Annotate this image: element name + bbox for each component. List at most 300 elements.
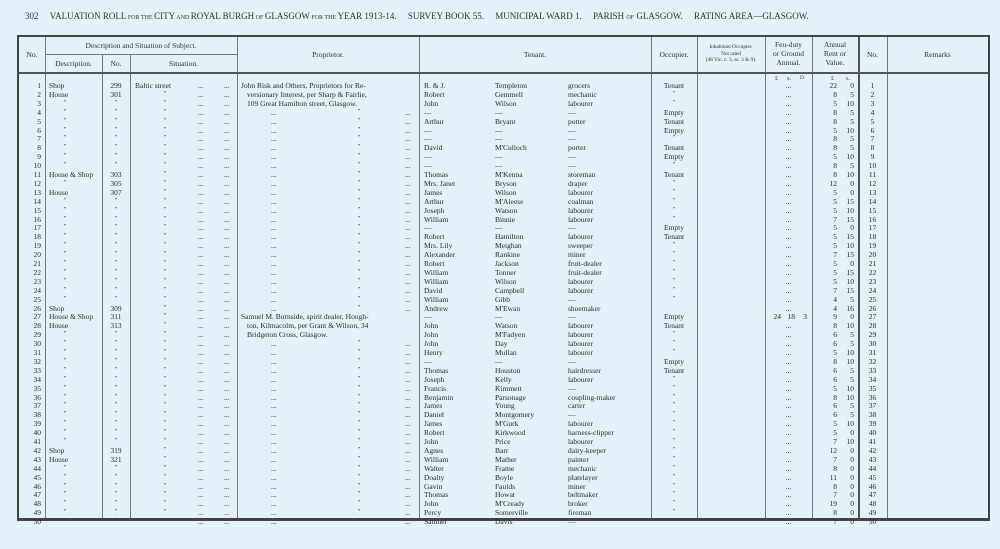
proprietor-dots: ... [405, 214, 411, 224]
feu-duty: ... [785, 374, 792, 384]
tenant-occupation: draper [568, 178, 588, 188]
proprietor-ditto: " [357, 206, 361, 213]
proprietor-dots: ... [405, 134, 411, 144]
feu-duty: ... [785, 321, 792, 331]
occupier-status: " [672, 518, 676, 525]
rent-pounds: 22 [829, 81, 837, 90]
row-number-right: 19 [868, 241, 877, 251]
situation: " [163, 171, 167, 177]
tenant-surname: Bryson [495, 178, 517, 188]
tenant-occupation: labourer [568, 232, 593, 242]
proprietor-dots: ... [271, 214, 277, 224]
header-rent-line: Rent or [823, 49, 847, 58]
occupier-status: " [672, 473, 676, 480]
rent-shillings: 5 [850, 410, 854, 420]
description: " [63, 340, 67, 347]
tenant-surname: Watson [495, 205, 518, 215]
proprietor-dots: ... [271, 303, 277, 313]
proprietor-dots: ... [271, 276, 277, 286]
row-number: 4 [37, 107, 41, 117]
row-number-right: 15 [868, 205, 877, 215]
street-number: " [114, 126, 118, 133]
proprietor-dots: ... [405, 481, 411, 491]
tenant-surname: Frame [495, 463, 515, 473]
tenant-occupation: labourer [568, 419, 593, 429]
rent-shillings: 5 [850, 365, 854, 375]
title-part: GLASGOW [264, 11, 310, 21]
proprietor-dots: ... [405, 205, 411, 215]
street-number: 313 [110, 321, 122, 331]
description: " [63, 491, 67, 498]
feu-duty: ... [785, 134, 792, 144]
proprietor-dots: ... [405, 339, 411, 349]
rent-shillings: 10 [846, 356, 854, 366]
situation-dots: ... [198, 472, 204, 482]
row-number: 3 [37, 98, 41, 108]
description: House & Shop [49, 170, 94, 179]
proprietor-text: Bridgeton Cross, Glasgow. [247, 330, 328, 340]
table-row [19, 90, 988, 99]
rent-pounds: 7 [833, 285, 837, 295]
proprietor-ditto: " [357, 153, 361, 160]
situation-dots: ... [198, 339, 204, 349]
table-row [19, 152, 988, 161]
street-number: 311 [110, 312, 122, 322]
description: " [63, 179, 67, 186]
feu-duty: ... [785, 214, 792, 224]
feu-duty: ... [785, 276, 792, 286]
situation: " [163, 446, 167, 453]
situation: " [163, 162, 167, 169]
row-number: 29 [33, 330, 41, 340]
situation-dots: ... [224, 339, 230, 349]
tenant-first-name: John [424, 339, 439, 349]
situation: " [163, 402, 167, 409]
row-number: 2 [37, 89, 41, 99]
proprietor-ditto: " [357, 473, 361, 480]
proprietor-dots: ... [271, 223, 277, 233]
proprietor-ditto: " [357, 171, 361, 177]
street-number: 303 [110, 170, 122, 179]
feu-duty: ... [785, 490, 792, 500]
row-number: 22 [33, 267, 41, 277]
feu-duty: ... [785, 348, 792, 357]
rent-pounds: 8 [833, 463, 837, 473]
street-number: " [114, 135, 118, 142]
street-number: " [114, 233, 118, 240]
proprietor-dots: ... [271, 374, 277, 384]
valuation-table [17, 35, 990, 527]
situation-dots: ... [198, 356, 204, 366]
street-number: " [114, 197, 118, 204]
tenant-occupation: painter [568, 454, 589, 464]
tenant-first-name: Thomas [424, 365, 449, 375]
proprietor-dots: ... [271, 428, 277, 438]
tenant-surname: Mather [495, 454, 517, 464]
street-number: " [114, 251, 118, 258]
occupier-status: " [672, 340, 676, 347]
situation: " [163, 90, 167, 97]
occupier-status: " [672, 179, 676, 186]
row-number-right: 27 [868, 312, 877, 322]
proprietor-dots: ... [271, 419, 277, 429]
rent-shillings: 10 [846, 152, 854, 162]
proprietor-dots: ... [271, 125, 277, 135]
proprietor-ditto: " [357, 197, 361, 204]
street-number: " [114, 429, 118, 436]
row-number: 28 [33, 321, 41, 331]
tenant-occupation: labourer [568, 374, 593, 384]
proprietor-ditto: " [357, 518, 361, 525]
street-number: " [114, 393, 118, 400]
tenant-surname: Kelly [495, 374, 512, 384]
header-inhabitant-line: Not rated [721, 50, 741, 57]
proprietor-ditto: " [357, 357, 361, 364]
tenant-surname: — [495, 125, 503, 135]
tenant-first-name: William [424, 267, 449, 277]
street-number: 307 [110, 187, 122, 197]
situation-dots: ... [198, 285, 204, 295]
situation: " [163, 482, 167, 489]
rent-pounds: 5 [833, 232, 837, 242]
row-number: 34 [33, 374, 41, 384]
rent-pounds: 19 [829, 499, 837, 509]
tenant-first-name: John [424, 321, 439, 331]
rent-pounds: 4 [833, 303, 837, 313]
description: " [63, 286, 67, 293]
tenant-surname: Montgomery [495, 410, 535, 420]
proprietor-dots: ... [271, 170, 277, 179]
tenant-first-name: William [424, 276, 449, 286]
occupier-status: " [672, 438, 676, 444]
situation: Baltic street [135, 81, 172, 90]
street-number: " [114, 375, 118, 382]
tenant-first-name: R. & J. [424, 81, 446, 90]
rent-pounds: 5 [833, 223, 837, 233]
situation-dots: ... [224, 410, 230, 420]
proprietor-ditto: " [357, 375, 361, 382]
row-number-right: 32 [868, 356, 877, 366]
tenant-first-name: Mrs. Janet [424, 178, 456, 188]
title-part: VALUATION ROLL [49, 11, 127, 21]
row-number-right: 10 [868, 161, 877, 171]
proprietor-dots: ... [271, 339, 277, 349]
tenant-first-name: John [424, 330, 439, 340]
proprietor-ditto: " [357, 366, 361, 373]
title-part: YEAR 1913-14. [337, 11, 397, 21]
situation: " [163, 108, 167, 115]
rent-pounds: 5 [833, 428, 837, 438]
proprietor-dots: ... [405, 170, 411, 179]
feu-duty: ... [785, 383, 792, 393]
proprietor-dots: ... [405, 445, 411, 455]
description: " [63, 126, 67, 133]
rent-shillings: 10 [846, 383, 854, 393]
proprietor-ditto: " [357, 126, 361, 133]
feu-duty: ... [785, 232, 792, 242]
rent-pounds: 6 [833, 410, 837, 420]
situation-dots: ... [224, 401, 230, 411]
row-number: 18 [33, 232, 41, 242]
title-part: OF [254, 15, 265, 21]
tenant-first-name: James [424, 419, 443, 429]
occupier-status: Empty [664, 125, 684, 135]
table-row [19, 108, 988, 117]
tenant-surname: Young [495, 401, 515, 411]
proprietor-dots: ... [271, 134, 277, 144]
situation-dots: ... [198, 170, 204, 179]
proprietor-dots: ... [405, 107, 411, 117]
tenant-first-name: David [424, 143, 443, 153]
rent-shillings: 5 [850, 116, 854, 126]
occupier-status: " [672, 215, 676, 222]
rent-pounds: 6 [833, 365, 837, 375]
tenant-occupation: carter [568, 401, 586, 411]
situation-dots: ... [198, 196, 204, 206]
proprietor-dots: ... [405, 454, 411, 464]
rent-pounds: 5 [833, 187, 837, 197]
row-number-right: 23 [868, 276, 877, 286]
proprietor-dots: ... [405, 303, 411, 313]
description: " [63, 429, 67, 436]
proprietor-dots: ... [271, 517, 277, 527]
feu-duty: ... [785, 223, 792, 233]
proprietor-ditto: " [357, 509, 361, 516]
proprietor-dots: ... [271, 392, 277, 402]
row-number-right: 12 [868, 178, 877, 188]
row-number: 21 [33, 259, 41, 268]
row-number-right: 48 [868, 499, 877, 509]
proprietor-dots: ... [271, 267, 277, 277]
feu-duty: ... [785, 481, 792, 491]
rent-pounds: 7 [833, 437, 837, 446]
tenant-occupation: — [568, 152, 576, 162]
rent-shillings: 0 [850, 454, 854, 464]
description: " [63, 402, 67, 409]
table-row [19, 206, 988, 215]
tenant-first-name: Arthur [424, 116, 444, 126]
table-row [19, 517, 988, 526]
situation: " [163, 117, 167, 124]
feu-duty: ... [785, 294, 792, 304]
occupier-status: " [672, 242, 676, 249]
situation-dots: ... [224, 267, 230, 277]
rent-shillings: 0 [850, 223, 854, 233]
row-number: 38 [33, 410, 41, 420]
situation-dots: ... [224, 223, 230, 233]
situation-dots: ... [224, 508, 230, 518]
table-row [19, 232, 988, 241]
rent-pounds: 8 [833, 392, 837, 402]
occupier-status: Tenant [663, 143, 685, 153]
tenant-occupation: coupling-maker [568, 392, 616, 402]
situation-dots: ... [224, 481, 230, 491]
description: " [63, 117, 67, 124]
header-inhabitant-line: (48 Vic. c. 3, ss. 3 & 9). [705, 57, 757, 63]
row-number-right: 44 [868, 463, 877, 473]
situation-dots: ... [224, 250, 230, 260]
proprietor-dots: ... [271, 116, 277, 126]
rent-pounds: 5 [833, 276, 837, 286]
street-number: " [114, 384, 118, 391]
tenant-occupation: platelayer [568, 472, 598, 482]
street-number: 305 [110, 178, 122, 188]
street-number: 319 [110, 445, 122, 455]
table-row [19, 259, 988, 268]
feu-duty: ... [785, 205, 792, 215]
row-number: 20 [33, 250, 41, 260]
proprietor-dots: ... [271, 250, 277, 260]
proprietor-dots: ... [405, 365, 411, 375]
title-part: AND [175, 15, 191, 21]
situation: " [163, 197, 167, 204]
proprietor-dots: ... [405, 348, 411, 357]
situation-dots: ... [224, 81, 230, 90]
description: " [63, 162, 67, 169]
occupier-status: Tenant [663, 170, 685, 179]
situation-dots: ... [198, 463, 204, 473]
proprietor-dots: ... [271, 161, 277, 171]
description: Shop [49, 303, 65, 313]
tenant-surname: Tonner [495, 267, 517, 277]
proprietor-dots: ... [271, 401, 277, 411]
tenant-first-name: John [424, 98, 439, 108]
situation-dots: ... [198, 428, 204, 438]
proprietor-dots: ... [271, 187, 277, 197]
rent-pounds: 7 [833, 214, 837, 224]
header-rent-line: Value. [825, 58, 845, 67]
street-number: " [114, 268, 118, 275]
rent-shillings: 15 [846, 232, 854, 242]
street-number: " [114, 242, 118, 249]
table-row [19, 241, 988, 250]
proprietor-ditto: " [357, 251, 361, 258]
situation: " [163, 188, 167, 195]
proprietor-ditto: " [357, 144, 361, 151]
tenant-first-name: Joseph [424, 205, 445, 215]
rent-shillings: 0 [850, 312, 854, 322]
proprietor-dots: ... [405, 356, 411, 366]
situation-dots: ... [198, 419, 204, 429]
row-number-right: 42 [868, 445, 877, 455]
occupier-status: Empty [664, 107, 684, 117]
proprietor-dots: ... [271, 365, 277, 375]
tenant-occupation: dairy-keeper [568, 445, 606, 455]
header-tenant: Tenant. [523, 50, 547, 59]
row-number-right: 13 [868, 187, 877, 197]
table-row [19, 419, 988, 428]
rent-pounds: 8 [833, 143, 837, 153]
street-number: " [114, 144, 118, 151]
rent-pounds: 8 [833, 134, 837, 144]
feu-duty: ... [785, 419, 792, 429]
proprietor-dots: ... [405, 125, 411, 135]
row-number-right: 3 [870, 98, 875, 108]
situation-dots: ... [224, 143, 230, 153]
row-number-right: 41 [868, 437, 877, 446]
proprietor-dots: ... [271, 508, 277, 518]
row-number-right: 36 [868, 392, 877, 402]
feu-duty-pounds: 24 [773, 312, 781, 322]
situation-dots: ... [224, 125, 230, 135]
occupier-status: Empty [664, 152, 684, 162]
tenant-occupation: porter [568, 143, 586, 153]
description: " [63, 135, 67, 142]
street-number: " [114, 286, 118, 293]
occupier-status: " [672, 99, 676, 106]
table-row [19, 401, 988, 410]
feu-duty: ... [785, 330, 792, 340]
situation-dots: ... [198, 161, 204, 171]
situation-dots: ... [224, 365, 230, 375]
occupier-status: " [672, 455, 676, 462]
row-number-right: 5 [870, 116, 875, 126]
situation-dots: ... [224, 445, 230, 455]
rent-shillings: 5 [850, 330, 854, 340]
street-number: 309 [110, 303, 122, 313]
proprietor-dots: ... [405, 143, 411, 153]
feu-duty: ... [785, 303, 792, 313]
occupier-status: " [672, 420, 676, 427]
proprietor-ditto: " [357, 411, 361, 418]
tenant-first-name: John [424, 499, 439, 509]
tenant-first-name: Samuel [424, 517, 447, 527]
proprietor-ditto: " [357, 349, 361, 355]
street-number: " [114, 224, 118, 231]
tenant-occupation: — [568, 294, 576, 304]
situation-dots: ... [198, 445, 204, 455]
table-row [19, 446, 988, 455]
proprietor-dots: ... [405, 463, 411, 473]
parish-name: GLASGOW. [636, 11, 683, 21]
situation: " [163, 224, 167, 231]
page-header [25, 11, 990, 21]
proprietor-ditto: " [357, 224, 361, 231]
tenant-occupation: — [568, 356, 576, 366]
table-row [19, 464, 988, 473]
situation-dots: ... [198, 481, 204, 491]
tenant-occupation: labourer [568, 98, 593, 108]
row-number-right: 50 [868, 517, 877, 527]
rent-shillings: 0 [850, 499, 854, 509]
row-number: 14 [33, 196, 41, 206]
table-row [19, 375, 988, 384]
situation-dots: ... [198, 303, 204, 313]
tenant-occupation: labourer [568, 187, 593, 197]
feu-duty: ... [785, 81, 792, 90]
rent-shillings: 0 [850, 472, 854, 482]
table-row [19, 410, 988, 419]
proprietor-ditto: " [357, 304, 361, 311]
situation: " [163, 135, 167, 142]
proprietor-ditto: " [357, 429, 361, 436]
rent-pounds: 8 [833, 356, 837, 366]
proprietor-ditto: " [357, 455, 361, 462]
situation-dots: ... [224, 214, 230, 224]
description: Shop [49, 445, 65, 455]
header-description-group: Description and Situation of Subject. [85, 41, 197, 50]
row-number-right: 45 [868, 472, 877, 482]
description: " [63, 366, 67, 373]
table-row [19, 428, 988, 437]
tenant-occupation: potter [568, 116, 586, 126]
occupier-status: " [672, 162, 676, 169]
tenant-first-name: Robert [424, 259, 445, 268]
rent-pounds: 4 [833, 294, 837, 304]
street-number: " [114, 482, 118, 489]
description: " [63, 99, 67, 106]
survey-book: SURVEY BOOK 55. [407, 11, 485, 21]
